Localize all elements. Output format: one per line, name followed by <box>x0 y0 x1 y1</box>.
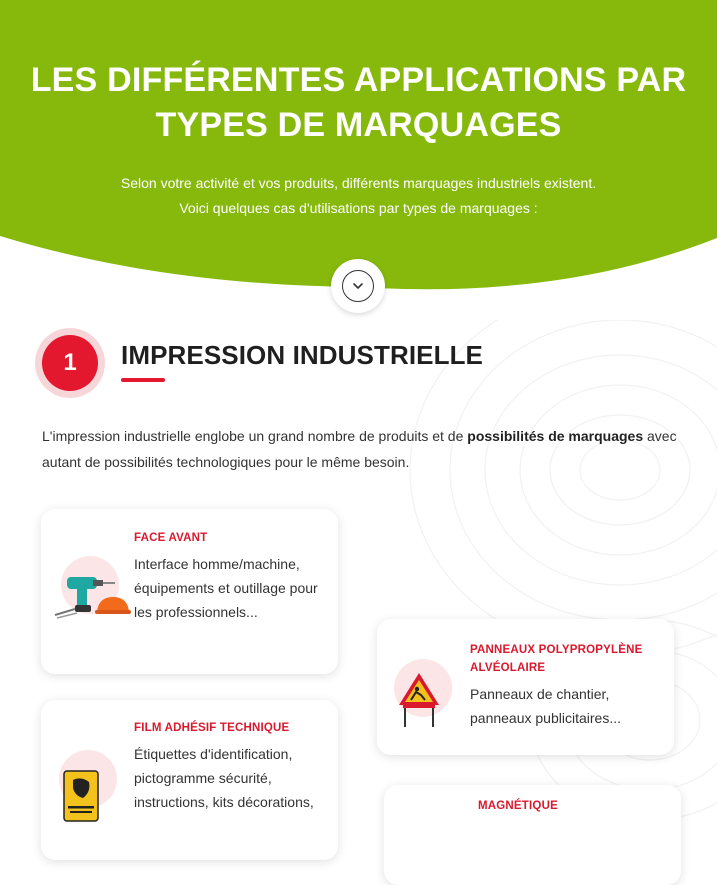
hero-title-line: LES DIFFÉRENTES APPLICATIONS PAR <box>30 61 687 99</box>
card-description-line: équipements et outillage pour <box>134 580 318 596</box>
card-title: MAGNÉTIQUE <box>478 800 558 812</box>
hero-title-line: TYPES DE MARQUAGES <box>155 106 562 144</box>
section-intro <box>42 423 692 475</box>
chevron-down-icon <box>342 270 374 302</box>
hero-banner <box>0 0 717 300</box>
section-number-badge <box>35 328 105 398</box>
drill-helmet-icon <box>53 571 131 626</box>
hero-subtitle <box>0 171 717 221</box>
section-title: IMPRESSION INDUSTRIELLE <box>121 340 483 370</box>
card-description-line: les professionnels... <box>134 604 258 620</box>
card-face-avant[interactable] <box>41 509 338 674</box>
card-title-line: PANNEAUX POLYPROPYLÈNE <box>470 644 643 656</box>
title-underline <box>121 378 165 382</box>
card-panneaux-polypropylene[interactable] <box>377 619 674 755</box>
intro-text: L'impression industrielle englobe un grand nombre de produits et de <box>42 428 468 444</box>
card-description-line: Étiquettes d'identification, <box>134 746 293 762</box>
card-description-line: Interface homme/machine, <box>134 556 300 572</box>
card-title-line: ALVÉOLAIRE <box>470 662 546 674</box>
card-description-line: panneaux publicitaires... <box>470 710 621 726</box>
section-number: 1 <box>42 335 98 391</box>
hero-background <box>0 0 717 300</box>
card-description-line: Panneaux de chantier, <box>470 686 610 702</box>
card-title <box>470 641 642 677</box>
card-description-line: instructions, kits décorations, <box>134 794 314 810</box>
safety-label-icon <box>63 770 99 827</box>
hero-title <box>0 58 717 148</box>
card-description <box>134 742 334 814</box>
scroll-down-button[interactable] <box>331 259 385 313</box>
card-title: FILM ADHÉSIF TECHNIQUE <box>134 722 290 734</box>
card-description <box>134 552 334 624</box>
card-description-line: pictogramme sécurité, <box>134 770 272 786</box>
hero-subtitle-line: Voici quelques cas d'utilisations par types de marquages : <box>179 200 538 216</box>
intro-text: avec autant de possibilités technologiques pour le même besoin. <box>42 428 677 470</box>
intro-bold-text: possibilités de marquages <box>467 428 644 444</box>
card-magnetique[interactable] <box>384 785 681 885</box>
card-description <box>470 682 665 730</box>
card-film-adhesif[interactable] <box>41 700 338 860</box>
roadwork-sign-icon <box>397 671 441 734</box>
card-title: FACE AVANT <box>134 532 208 544</box>
hero-subtitle-line: Selon votre activité et vos produits, différents marquages industriels existent. <box>120 175 597 191</box>
